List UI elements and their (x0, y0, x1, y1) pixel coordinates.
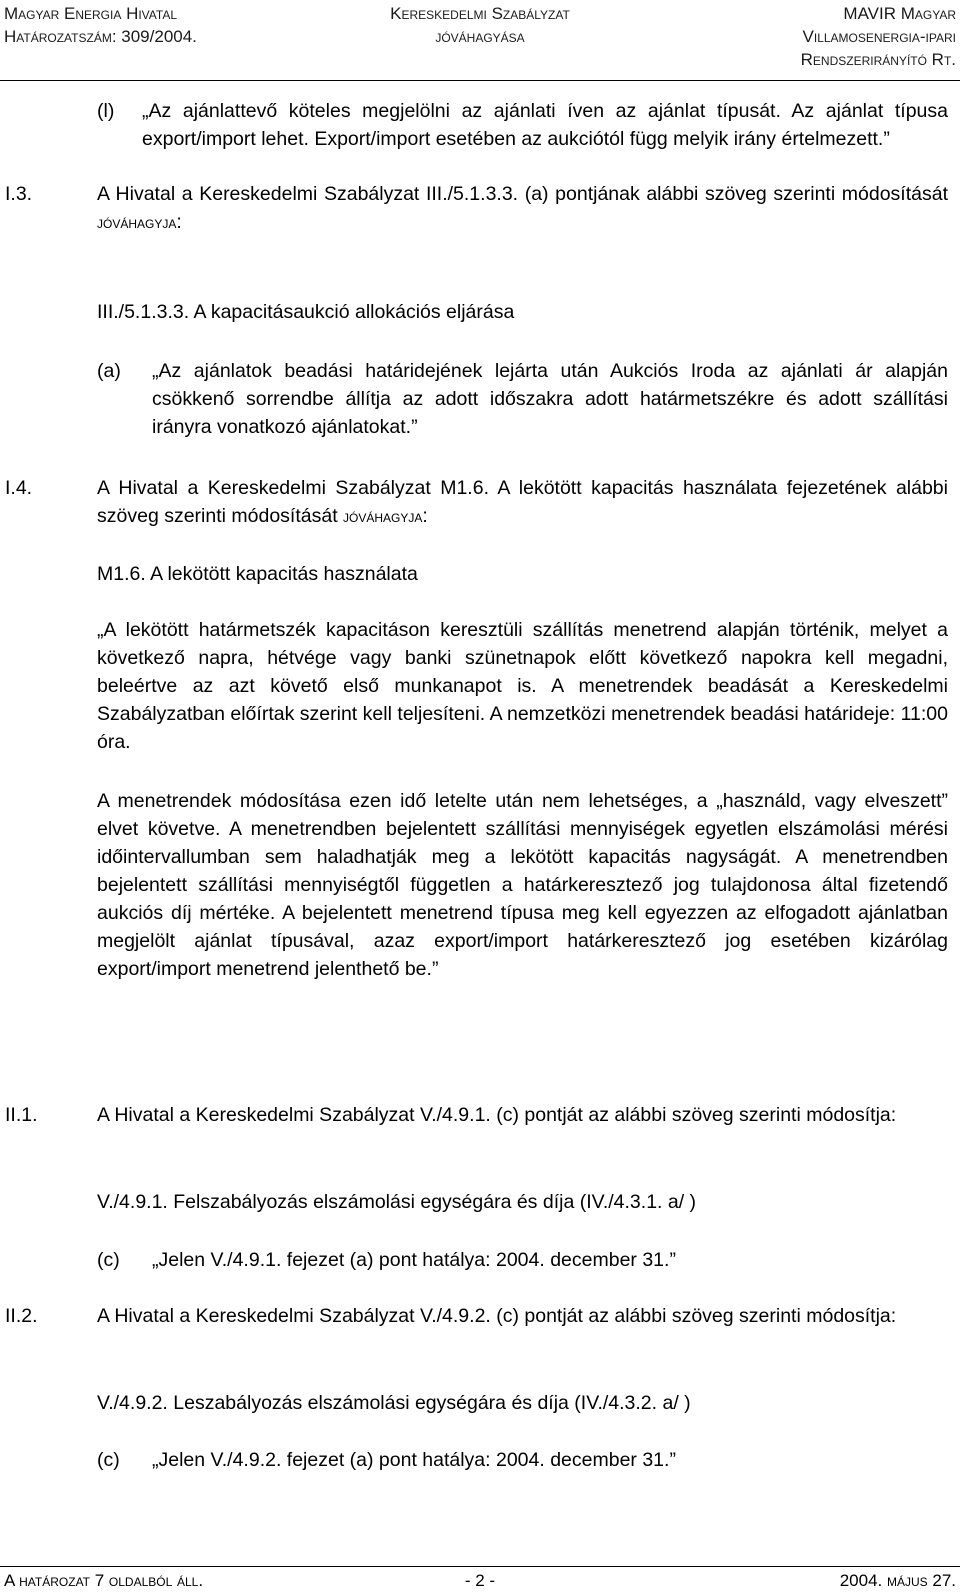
section-ii1-text: A Hivatal a Kereskedelmi Szabályzat V./4.9.1. (c) pontját az alábbi szöveg szerinti módosítja: (97, 1104, 897, 1126)
item-c1-label: (c) (97, 1249, 120, 1271)
item-a-label: (a) (97, 360, 121, 382)
header-authority (4, 2, 197, 48)
section-ii2-text: A Hivatal a Kereskedelmi Szabályzat V./4.9.2. (c) pontját az alábbi szöveg szerinti módosítja: (97, 1305, 897, 1327)
section-i4-approve: jóváhagyja (343, 507, 423, 526)
page-header (0, 0, 960, 81)
footer-page-number: - 2 - (464, 1571, 496, 1590)
section-ii1-number: II.1. (5, 1104, 38, 1126)
section-i4-colon: : (422, 505, 428, 527)
header-company-line2: Villamosenergia-ipari (802, 27, 956, 46)
section-ii2-heading: V./4.9.2. Leszabályozás elszámolási egységára és díja (IV./4.3.2. a/ ) (97, 1392, 691, 1414)
header-subject (360, 2, 600, 48)
section-ii1-heading: V./4.9.1. Felszabályozás elszámolási egységára és díja (IV./4.3.1. a/ ) (97, 1191, 697, 1213)
header-resolution-number: Határozatszám: 309/2004. (4, 27, 197, 46)
item-l-text: „Az ajánlattevő köteles megjelölni az ajánlati íven az ajánlat típusát. Az ajánlat típusa export/import lehet. Export/import esetében az aukciótól függ melyik irány értelmezett.” (142, 100, 948, 150)
item-c2-text: „Jelen V./4.9.2. fejezet (a) pont hatálya: 2004. december 31.” (152, 1449, 676, 1471)
page-footer (0, 1566, 960, 1593)
m16-paragraph-2: A menetrendek módosítása ezen idő letelte után nem lehetséges, a „használd, vagy elveszett” elvet követve. A menetrendben bejelentett szállítási mennyiségek egyetlen elszámolási mérési időintervallumban sem haladhatják meg a lekötött kapacitás nagyságát. A menetrendben bejelentett szállítási mennyiségtől független a határkeresztező jog tulajdonosa által fizetendő aukciós díj mértéke. A bejelentett menetrend típusa meg kell egyezzen az elfogadott ajánlatban megjelölt ajánlat típusával, azaz export/import határkeresztező jog esetében kizárólag export/import menetrend jelenthető be.” (97, 790, 948, 980)
header-company-line1: MAVIR Magyar (843, 4, 956, 23)
section-i4-heading: M1.6. A lekötött kapacitás használata (97, 563, 418, 585)
footer-page-count: A határozat 7 oldalból áll. (4, 1571, 204, 1590)
item-a-text: „Az ajánlatok beadási határidejének lejárta után Aukciós Iroda az ajánlati ár alapján csökkenő sorrendbe állítja az adott időszakra adott határmetszékre és adott szállítási irányra vonatkozó ajánlatokat.” (152, 360, 948, 438)
section-ii2-number: II.2. (5, 1305, 38, 1327)
section-i3-text (97, 180, 948, 237)
item-c2-label: (c) (97, 1449, 120, 1471)
section-i3-colon: : (176, 211, 182, 233)
section-i4-body: A Hivatal a Kereskedelmi Szabályzat M1.6. A lekötött kapacitás használata fejezetének alábbi szöveg szerinti módosítását (97, 477, 948, 527)
section-i3-heading: III./5.1.3.3. A kapacitásaukció allokációs eljárása (97, 301, 515, 323)
header-company-line3: Rendszerirányító Rt. (800, 50, 956, 69)
section-i4-text (97, 474, 948, 531)
section-i4-number: I.4. (5, 477, 33, 499)
header-company (801, 2, 956, 71)
section-i3-number: I.3. (5, 183, 33, 205)
header-authority-name: Magyar Energia Hivatal (4, 4, 178, 23)
footer-date: 2004. május 27. (839, 1571, 956, 1590)
header-subject-line1: Kereskedelmi Szabályzat (390, 4, 570, 23)
header-subject-line2: jóváhagyása (435, 27, 525, 46)
item-l-label: (l) (97, 100, 115, 122)
item-c1-text: „Jelen V./4.9.1. fejezet (a) pont hatálya: 2004. december 31.” (152, 1249, 676, 1271)
m16-paragraph-1: „A lekötött határmetszék kapacitáson keresztüli szállítás menetrend alapján történik, melyet a következő napra, hétvége vagy banki szünetnapok előtt következő napokra kell megadni, beleértve az azt követő első munkanapot is. A menetrendek beadását a Kereskedelmi Szabályzatban előírtak szerint kell teljesíteni. A nemzetközi menetrendek beadási határideje: 11:00 óra. (97, 619, 948, 753)
section-i3-body: A Hivatal a Kereskedelmi Szabályzat III./5.1.3.3. (a) pontjának alábbi szöveg szerinti módosítását (97, 183, 948, 205)
section-i3-approve: jóváhagyja (97, 213, 177, 232)
